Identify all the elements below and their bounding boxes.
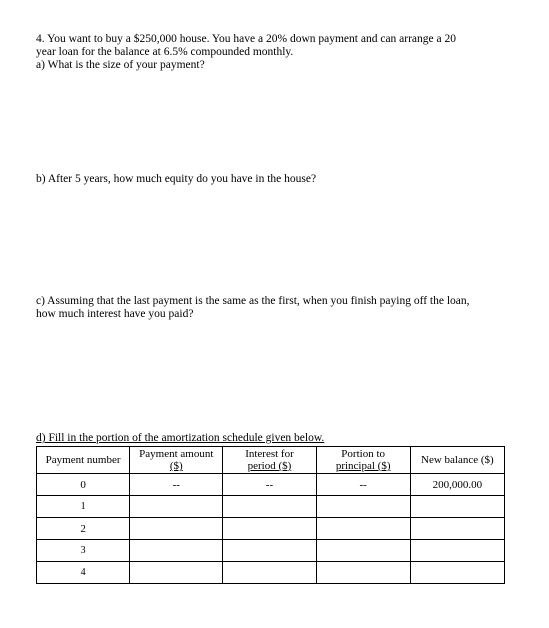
- cell-new-balance[interactable]: [410, 562, 504, 584]
- header-new-balance: New balance ($): [410, 447, 504, 474]
- cell-new-balance[interactable]: [410, 540, 504, 562]
- cell-interest[interactable]: [223, 518, 316, 540]
- cell-principal[interactable]: [316, 518, 410, 540]
- header-portion-to-principal: Portion to principal ($): [316, 447, 410, 474]
- cell-payment-amount[interactable]: [130, 540, 223, 562]
- table-row: [37, 518, 505, 540]
- cell-payment-number: 1: [37, 496, 130, 518]
- cell-payment-number: 2: [37, 518, 130, 540]
- part-b-text: [36, 173, 516, 186]
- cell-principal[interactable]: [316, 540, 410, 562]
- part-d-text: [36, 432, 516, 445]
- question-4-text: [36, 33, 516, 72]
- cell-interest[interactable]: [223, 496, 316, 518]
- table-row: [37, 562, 505, 584]
- header-interest-for-period: Interest for period ($): [223, 447, 316, 474]
- cell-payment-amount[interactable]: [130, 496, 223, 518]
- part-a-prompt: a) What is the size of your payment?: [36, 59, 205, 71]
- cell-interest: --: [223, 474, 316, 496]
- cell-payment-number: 3: [37, 540, 130, 562]
- table-row: [37, 474, 505, 496]
- cell-interest[interactable]: [223, 540, 316, 562]
- cell-payment-amount[interactable]: [130, 562, 223, 584]
- cell-principal: --: [316, 474, 410, 496]
- part-c-prompt-line-1: c) Assuming that the last payment is the same as the first, when you finish paying off the loan,: [36, 295, 470, 307]
- question-intro-line-1: 4. You want to buy a $250,000 house. You have a 20% down payment and can arrange a 20: [36, 33, 456, 45]
- table-row: [37, 496, 505, 518]
- header-payment-number: Payment number: [37, 447, 130, 474]
- cell-new-balance: 200,000.00: [410, 474, 504, 496]
- cell-interest[interactable]: [223, 562, 316, 584]
- cell-payment-number: 0: [37, 474, 130, 496]
- cell-new-balance[interactable]: [410, 496, 504, 518]
- question-intro-line-2: year loan for the balance at 6.5% compounded monthly.: [36, 46, 294, 58]
- table-header-row: [37, 447, 505, 474]
- part-c-prompt-line-2: how much interest have you paid?: [36, 308, 194, 320]
- cell-payment-amount: --: [130, 474, 223, 496]
- cell-payment-number: 4: [37, 562, 130, 584]
- header-payment-amount: Payment amount ($): [130, 447, 223, 474]
- cell-new-balance[interactable]: [410, 518, 504, 540]
- amortization-table: [36, 446, 505, 584]
- cell-principal[interactable]: [316, 562, 410, 584]
- part-d-prompt: d) Fill in the portion of the amortization schedule given below.: [36, 432, 325, 444]
- part-b-prompt: b) After 5 years, how much equity do you have in the house?: [36, 173, 317, 185]
- table-row: [37, 540, 505, 562]
- cell-principal[interactable]: [316, 496, 410, 518]
- part-c-text: [36, 295, 516, 321]
- cell-payment-amount[interactable]: [130, 518, 223, 540]
